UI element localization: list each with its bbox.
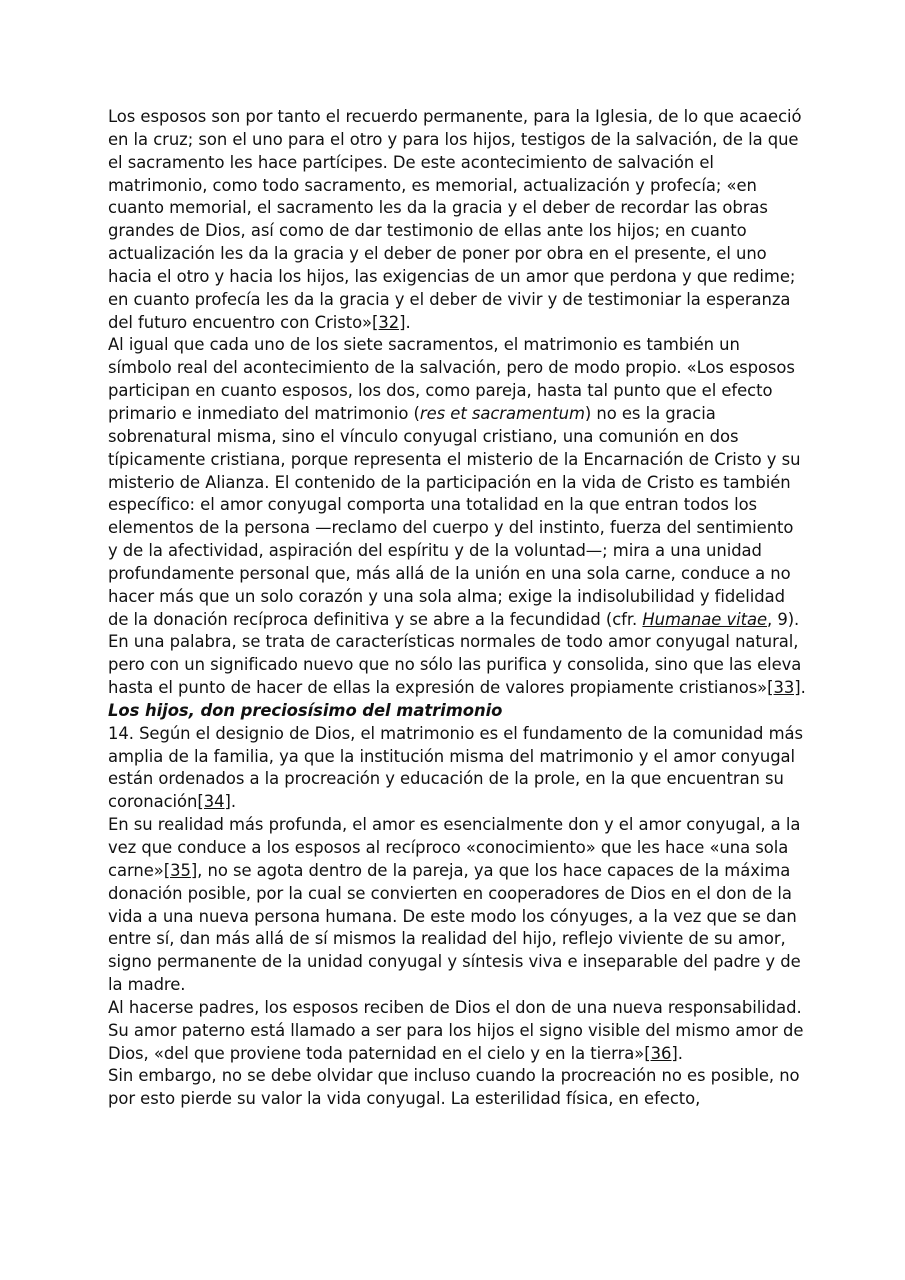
- paragraph-14: [108, 723, 808, 814]
- paragraph-text: ) no es la gracia sobrenatural misma, sino el vínculo conyugal cristiano, una comunión en dos típicamente cristiana, porque representa el misterio de la Encarnación de Cristo y su misterio de Alianza. El contenido de la participación en la vida de Cristo es también específico: el amor conyugal comporta una totalidad en la que entran todos los elementos de la persona —reclamo del cuerpo y del instinto, fuerza del sentimiento y de la afectividad, aspiración del espíritu y de la voluntad—; mira a una unidad profundamente personal que, más allá de la unión en una sola carne, conduce a no hacer más que un solo corazón y una sola alma; exige la indisolubilidad y fidelidad de la donación recíproca definitiva y se abre a la fecundidad (cfr.: [108, 403, 801, 629]
- paragraph-end: .: [677, 1043, 683, 1063]
- paragraph-sacrament: [108, 334, 808, 700]
- paragraph-text: Al igual que cada uno de los siete sacramentos, el matrimonio es también un símbolo real del acontecimiento de la salvación, pero de modo propio. «Los esposos participan en cuanto esposos, los dos, como pareja, hasta tal punto que el efecto primario e inmediato del matrimonio (: [108, 335, 795, 423]
- paragraph-end: .: [405, 312, 411, 332]
- footnote-ref-36[interactable]: [36]: [644, 1043, 678, 1063]
- paragraph-text: , 9). En una palabra, se trata de características normales de todo amor conyugal natural, pero con un significado nuevo que no sólo las purifica y consolida, sino que las eleva hasta el punto de hacer de ellas la expresión de valores propiamente cristianos»: [108, 609, 802, 698]
- footnote-ref-35[interactable]: [35]: [163, 860, 198, 880]
- paragraph-text: , no se agota dentro de la pareja, ya que los hace capaces de la máxima donación posible, por la cual se convierten en cooperadores de Dios en el don de la vida a una nueva persona humana. De este modo los cónyuges, a la vez que se dan entre sí, dan más allá de sí mismos la realidad del hijo, reflejo viviente de su amor, signo permanente de la unidad conyugal y síntesis viva e inseparable del padre y de la madre.: [108, 860, 801, 995]
- footnote-ref-34[interactable]: [34]: [197, 792, 231, 812]
- footnote-ref-32[interactable]: [32]: [372, 312, 406, 332]
- paragraph-sterility: [108, 1065, 808, 1111]
- paragraph-text: Los esposos son por tanto el recuerdo permanente, para la Iglesia, de lo que acaeció en la cruz; son el uno para el otro y para los hijos, testigos de la salvación, de la que el sacramento les hace partícipes. De este acontecimiento de salvación el matrimonio, como todo sacramento, es memorial, actualización y profecía; «en cuanto memorial, el sacramento les da la gracia y el deber de recordar las obras grandes de Dios, así como de dar testimonio de ellas ante los hijos; en cuanto actualización les da la gracia y el deber de poner por obra en el presente, el uno hacia el otro y hacia los hijos, las exigencias de un amor que perdona y que redime; en cuanto profecía les da la gracia y el deber de vivir y de testimoniar la esperanza del futuro encuentro con Cristo»: [108, 107, 802, 332]
- paragraph-memorial: [108, 106, 808, 334]
- paragraph-parents: [108, 997, 808, 1066]
- paragraph-text: Sin embargo, no se debe olvidar que incluso cuando la procreación no es posible, no por esto pierde su valor la vida conyugal. La esterilidad física, en efecto,: [108, 1066, 800, 1109]
- paragraph-text: Al hacerse padres, los esposos reciben de Dios el don de una nueva responsabilidad. Su amor paterno está llamado a ser para los hijos el signo visible del mismo amor de Dios, «del que proviene toda paternidad en el cielo y en la tierra»: [108, 997, 804, 1063]
- document-page: [108, 106, 808, 1111]
- paragraph-end: .: [800, 678, 806, 698]
- paragraph-text: En su realidad más profunda, el amor es esencialmente don y el amor conyugal, a la vez que conduce a los esposos al recíproco «conocimiento» que les hace «una sola carne»: [108, 815, 801, 880]
- section-heading: Los hijos, don preciosísimo del matrimonio: [108, 700, 503, 720]
- paragraph-end: .: [230, 792, 236, 812]
- footnote-ref-33[interactable]: [33]: [767, 678, 801, 698]
- paragraph-text: 14. Según el designio de Dios, el matrimonio es el fundamento de la comunidad más amplia de la familia, ya que la institución misma del matrimonio y el amor conyugal están ordenados a la procreación y educación de la prole, en la que encuentran su coronación: [108, 723, 803, 812]
- paragraph-love-gift: [108, 814, 808, 997]
- italic-term: res et sacramentum: [419, 403, 585, 423]
- humanae-vitae-link[interactable]: Humanae vitae: [642, 609, 767, 629]
